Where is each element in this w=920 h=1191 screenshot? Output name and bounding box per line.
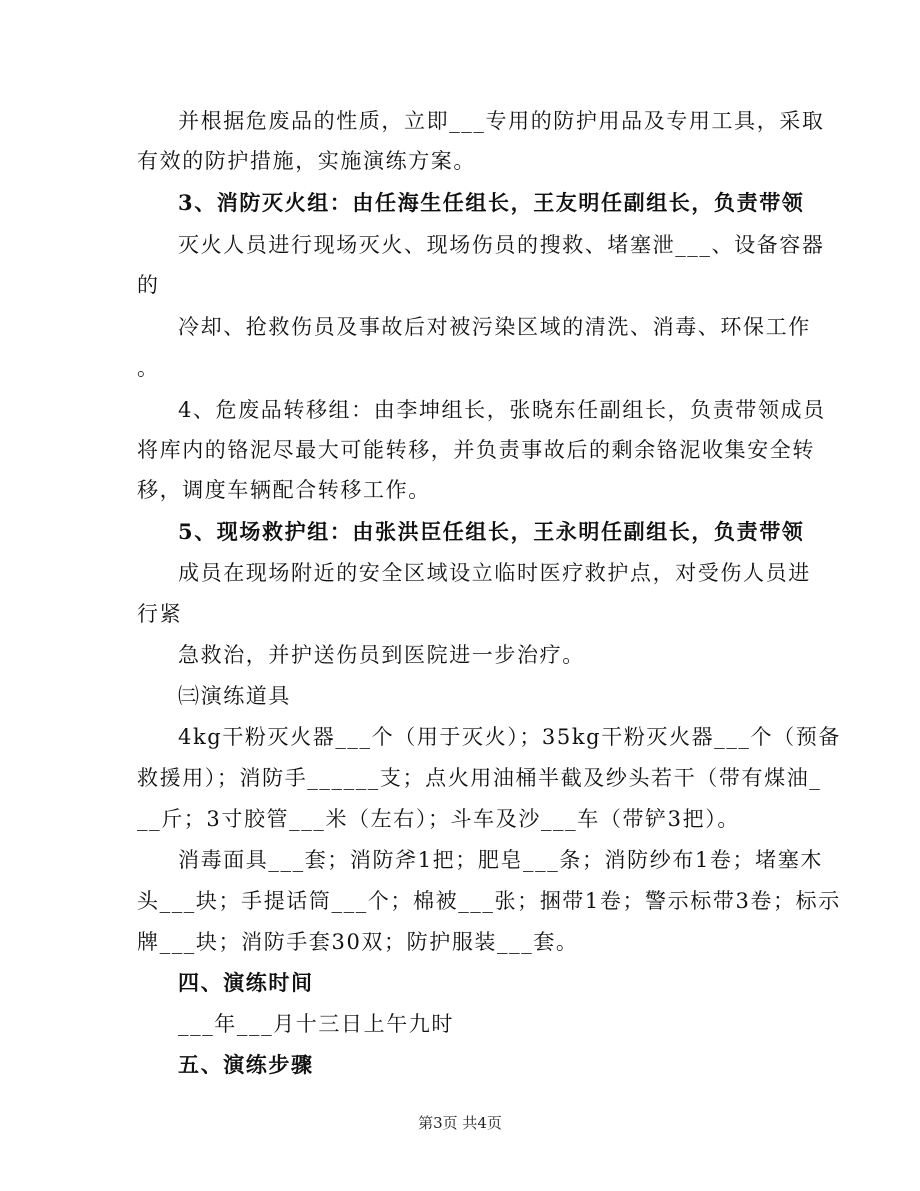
- section-heading-firefighting: 3、消防灭火组：由任海生任组长，王友明任副组长，负责带领: [178, 190, 805, 215]
- text-line: 消毒面具___套；消防斧1把；肥皂___条；消防纱布1卷；堵塞木: [178, 848, 823, 872]
- text-line: 冷却、抢救伤员及事故后对被污染区域的清洗、消毒、环保工作: [178, 315, 811, 339]
- text-line: 牌___块；消防手套30双；防护服装___套。: [137, 930, 579, 954]
- text-line: 有效的防护措施，实施演练方案。: [137, 149, 476, 173]
- text-line: 头___块；手提话筒___个；棉被___张；捆带1卷；警示标带3卷；标示: [137, 889, 841, 913]
- section-heading-time: 四、演练时间: [178, 970, 314, 995]
- section-heading-steps: 五、演练步骤: [178, 1052, 314, 1077]
- text-line: __斤；3寸胶管___米（左右）；斗车及沙___车（带铲3把）。: [137, 807, 740, 831]
- text-line: 救援用）；消防手______支；点火用油桶半截及纱头若干（带有煤油_: [137, 766, 822, 790]
- text-line: 4kg干粉灭火器___个（用于灭火）；35kg干粉灭火器___个（预备: [178, 725, 841, 749]
- text-line: ___年___月十三日上午九时: [178, 1012, 454, 1036]
- text-line: 行紧: [137, 602, 183, 626]
- text-line: 4、危废品转移组：由李坤组长，张晓东任副组长，负责带领成员: [178, 398, 826, 422]
- text-line: 灭火人员进行现场灭火、现场伤员的搜救、堵塞泄___、设备容器: [178, 233, 825, 257]
- text-line: 的: [137, 273, 160, 297]
- subsection-heading: ㈢演练道具: [178, 684, 291, 708]
- text-line: 成员在现场附近的安全区域设立临时医疗救护点，对受伤人员进: [178, 561, 811, 585]
- page-footer: 第3页 共4页: [418, 1114, 502, 1132]
- text-line: 将库内的铬泥尽最大可能转移，并负责事故后的剩余铬泥收集安全转: [137, 438, 815, 462]
- text-line: 。: [137, 356, 160, 380]
- section-heading-rescue: 5、现场救护组：由张洪臣任组长，王永明任副组长，负责带领: [178, 519, 805, 544]
- text-line: 并根据危废品的性质，立即___专用的防护用品及专用工具，采取: [178, 109, 825, 133]
- text-line: 移，调度车辆配合转移工作。: [137, 478, 431, 502]
- text-line: 急救治，并护送伤员到医院进一步治疗。: [178, 643, 585, 667]
